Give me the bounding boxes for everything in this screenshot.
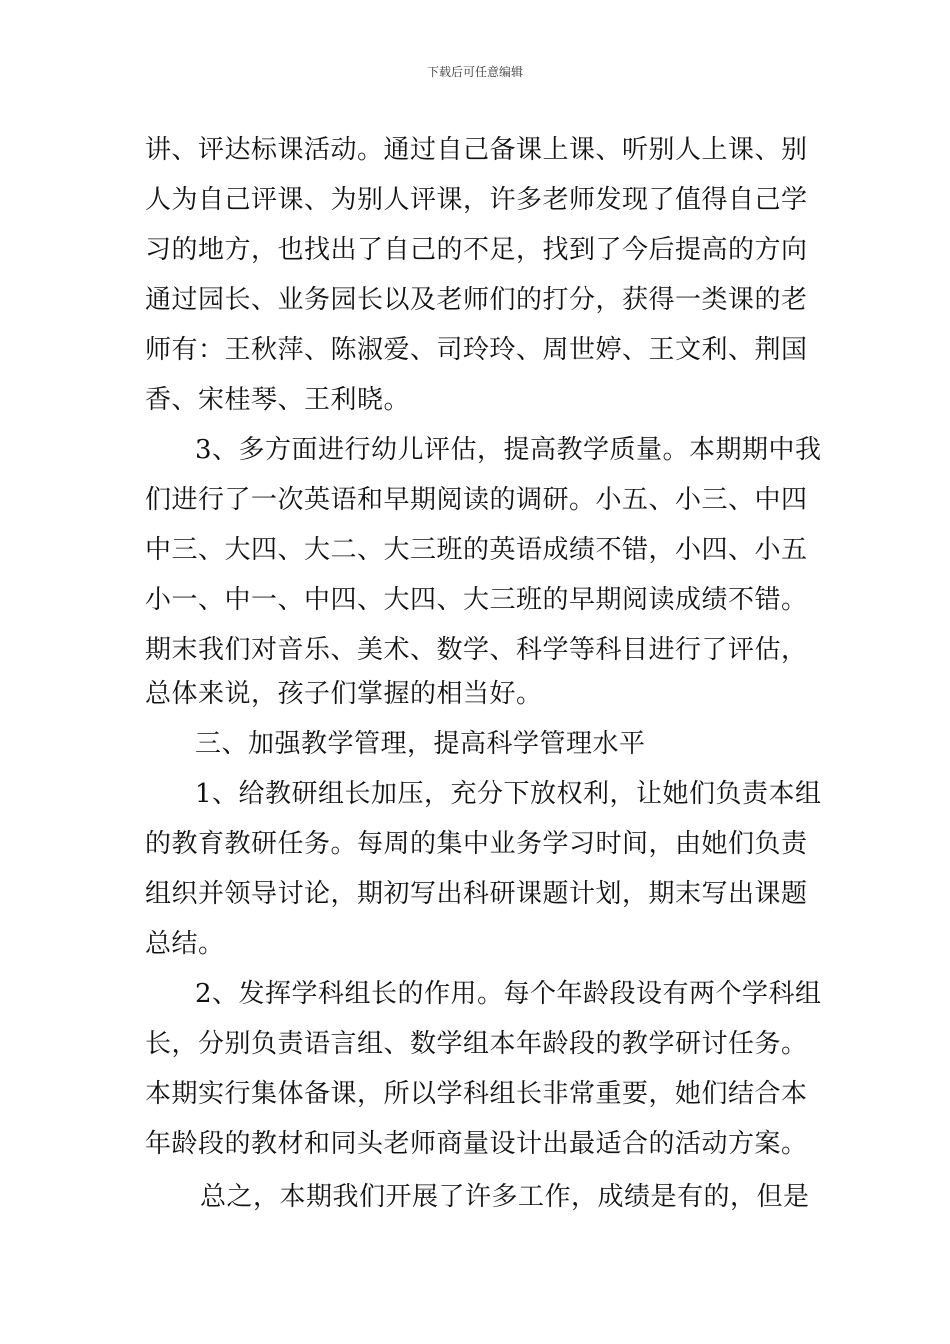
text-line: 总结。 xyxy=(145,929,225,959)
text-line: 们进行了一次英语和早期阅读的调研。小五、小三、中四 xyxy=(145,485,808,515)
text-line: 1、给教研组长加压，充分下放权利，让她们负责本组 xyxy=(195,779,822,809)
text-line: 长，分别负责语言组、数学组本年龄段的教学研讨任务。 xyxy=(145,1029,808,1059)
text-line: 讲、评达标课活动。通过自己备课上课、听别人上课、别 xyxy=(145,135,808,165)
text-line: 总体来说，孩子们掌握的相当好。 xyxy=(145,679,543,709)
text-line: 总之，本期我们开展了许多工作，成绩是有的，但是 xyxy=(200,1182,810,1212)
text-line: 3、多方面进行幼儿评估，提高教学质量。本期期中我 xyxy=(195,435,822,465)
text-line: 师有：王秋萍、陈淑爱、司玲玲、周世婷、王文利、荆国 xyxy=(145,335,808,365)
page-header: 下载后可任意编辑 xyxy=(426,65,523,79)
text-line: 组织并领导讨论，期初写出科研课题计划，期末写出课题 xyxy=(145,879,808,909)
text-line: 人为自己评课、为别人评课，许多老师发现了值得自己学 xyxy=(145,185,808,215)
text-line: 中三、大四、大二、大三班的英语成绩不错，小四、小五 xyxy=(145,535,808,565)
text-line: 香、宋桂琴、王利晓。 xyxy=(145,385,411,415)
text-line: 年龄段的教材和同头老师商量设计出最适合的活动方案。 xyxy=(145,1129,808,1159)
text-line: 习的地方，也找出了自己的不足，找到了今后提高的方向 xyxy=(145,235,808,265)
text-line: 本期实行集体备课，所以学科组长非常重要，她们结合本 xyxy=(145,1079,808,1109)
section-heading: 三、加强教学管理，提高科学管理水平 xyxy=(195,729,646,759)
text-line: 通过园长、业务园长以及老师们的打分，获得一类课的老 xyxy=(145,285,808,315)
text-line: 2、发挥学科组长的作用。每个年龄段设有两个学科组 xyxy=(195,979,822,1009)
text-line: 期末我们对音乐、美术、数学、科学等科目进行了评估， xyxy=(145,635,808,665)
text-line: 小一、中一、中四、大四、大三班的早期阅读成绩不错。 xyxy=(145,585,808,615)
text-line: 的教育教研任务。每周的集中业务学习时间，由她们负责 xyxy=(145,829,808,859)
